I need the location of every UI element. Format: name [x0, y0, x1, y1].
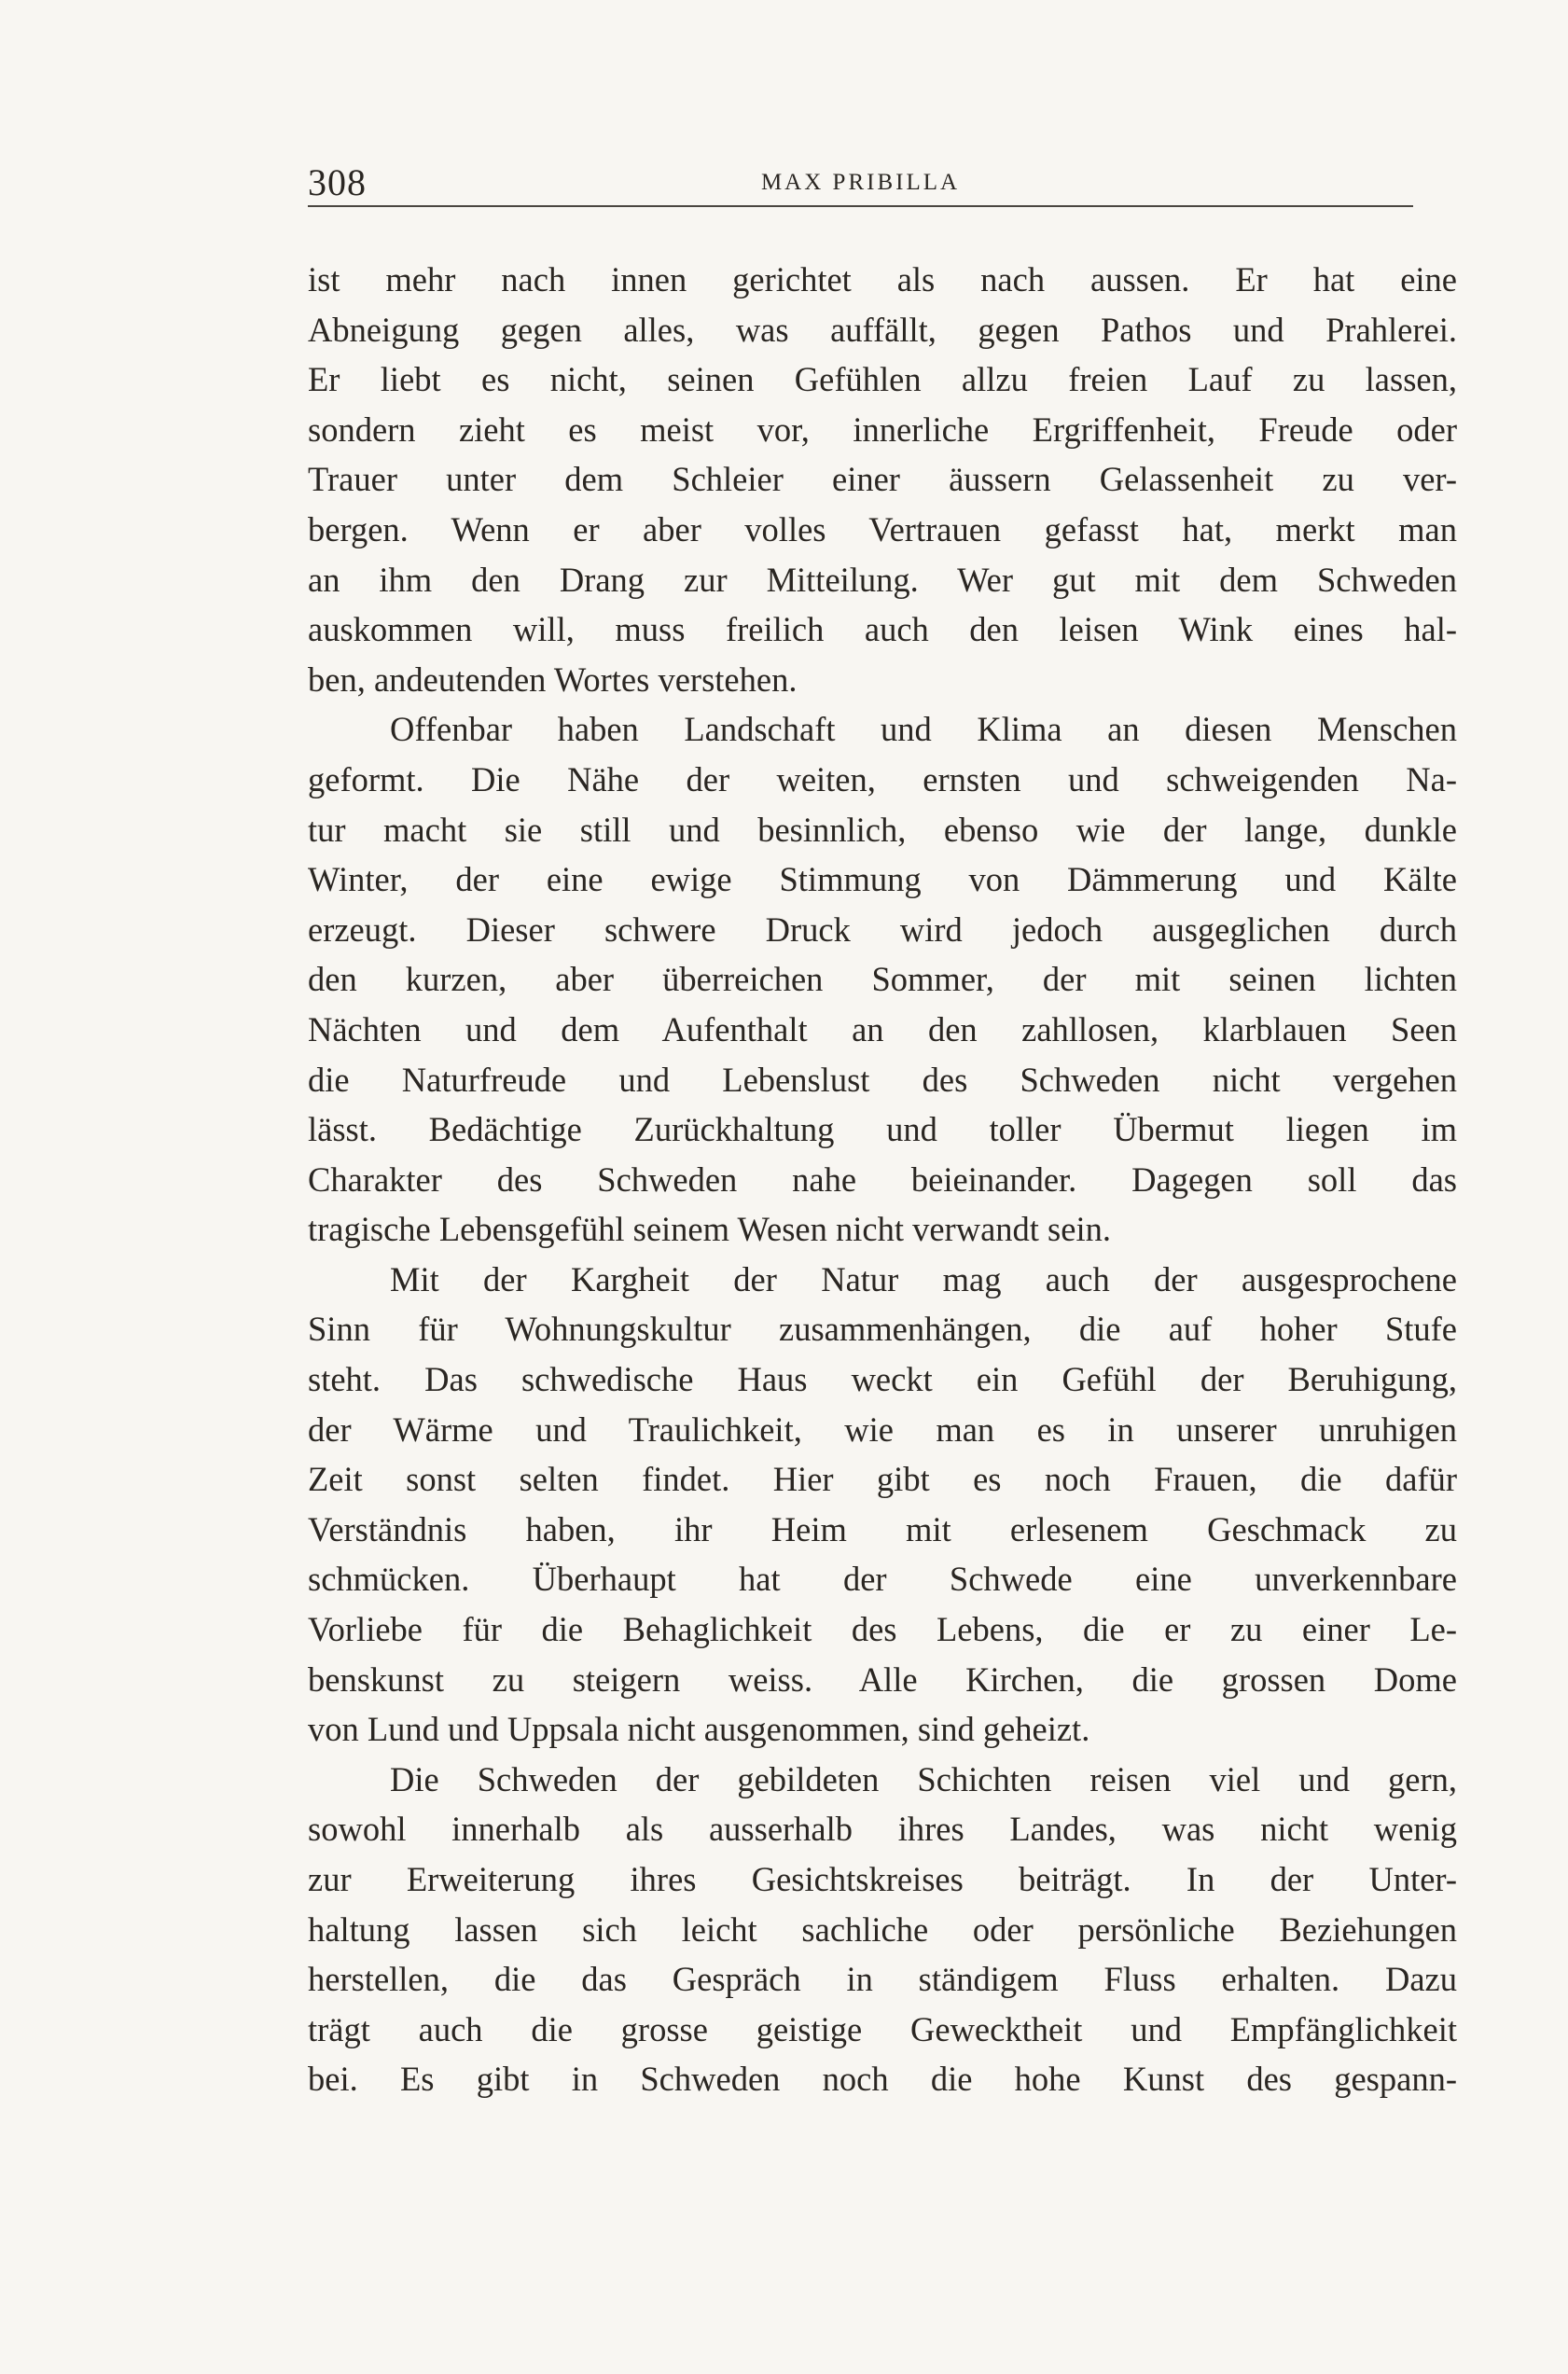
- text-line: Charakter des Schweden nahe beieinander. Dagegen soll das: [308, 1159, 1457, 1199]
- text-line: Vorliebe für die Behaglichkeit des Lebens, die er zu einer Le-: [308, 1610, 1457, 1649]
- text-line: die Naturfreude und Lebenslust des Schweden nicht vergehen: [308, 1060, 1457, 1099]
- text-line: erzeugt. Dieser schwere Druck wird jedoch ausgeglichen durch: [308, 909, 1457, 949]
- text-line: geformt. Die Nähe der weiten, ernsten und schweigenden Na-: [308, 759, 1457, 798]
- text-line: Mit der Kargheit der Natur mag auch der ausgesprochene: [390, 1259, 1457, 1298]
- text-line: bergen. Wenn er aber volles Vertrauen gefasst hat, merkt man: [308, 509, 1457, 548]
- text-line: Offenbar haben Landschaft und Klima an diesen Menschen: [390, 710, 1457, 749]
- text-line: zur Erweiterung ihres Gesichtskreises beiträgt. In der Unter-: [308, 1860, 1457, 1898]
- text-line: sowohl innerhalb als ausserhalb ihres Landes, was nicht wenig: [308, 1810, 1457, 1849]
- text-line: tragische Lebensgefühl seinem Wesen nicht verwandt sein.: [308, 1210, 1111, 1249]
- text-line: Winter, der eine ewige Stimmung von Dämmerung und Kälte: [308, 860, 1457, 899]
- text-line: Zeit sonst selten findet. Hier gibt es noch Frauen, die dafür: [308, 1460, 1457, 1499]
- text-line: Er liebt es nicht, seinen Gefühlen allzu freien Lauf zu lassen,: [308, 360, 1457, 399]
- body-text: [308, 255, 1457, 2104]
- text-line: auskommen will, muss freilich auch den leisen Wink eines hal-: [308, 610, 1457, 649]
- text-line: trägt auch die grosse geistige Gewecktheit und Empfänglichkeit: [308, 2009, 1457, 2048]
- text-line: der Wärme und Traulichkeit, wie man es in unserer unruhigen: [308, 1409, 1457, 1449]
- text-line: Abneigung gegen alles, was auffällt, gegen Pathos und Prahlerei.: [308, 310, 1457, 349]
- text-line: Sinn für Wohnungskultur zusammenhängen, die auf hoher Stufe: [308, 1310, 1457, 1349]
- text-line: sondern zieht es meist vor, innerliche Ergriffenheit, Freude oder: [308, 410, 1457, 449]
- text-line: ben, andeutenden Wortes verstehen.: [308, 659, 798, 699]
- text-line: an ihm den Drang zur Mitteilung. Wer gut mit dem Schweden: [308, 560, 1457, 599]
- text-line: bei. Es gibt in Schweden noch die hohe Kunst des gespann-: [308, 2060, 1457, 2099]
- text-line: Trauer unter dem Schleier einer äussern Gelassenheit zu ver-: [308, 460, 1457, 499]
- text-line: Verständnis haben, ihr Heim mit erlesenem Geschmack zu: [308, 1509, 1457, 1548]
- text-line: haltung lassen sich leicht sachliche oder persönliche Beziehungen: [308, 1909, 1457, 1949]
- text-line: tur macht sie still und besinnlich, ebenso wie der lange, dunkle: [308, 810, 1457, 849]
- running-title: MAX PRIBILLA: [760, 170, 961, 195]
- text-line: den kurzen, aber überreichen Sommer, der mit seinen lichten: [308, 960, 1457, 999]
- text-line: steht. Das schwedische Haus weckt ein Gefühl der Beruhigung,: [308, 1360, 1457, 1399]
- text-line: herstellen, die das Gespräch in ständigem Fluss erhalten. Dazu: [308, 1960, 1457, 1999]
- text-line: benskunst zu steigern weiss. Alle Kirchen, die grossen Dome: [308, 1659, 1457, 1699]
- text-line: schmücken. Überhaupt hat der Schwede eine unverkennbare: [308, 1560, 1457, 1599]
- text-line: lässt. Bedächtige Zurückhaltung und toller Übermut liegen im: [308, 1110, 1457, 1149]
- text-line: ist mehr nach innen gerichtet als nach aussen. Er hat eine: [308, 260, 1457, 298]
- text-line: von Lund und Uppsala nicht ausgenommen, sind geheizt.: [308, 1710, 1090, 1749]
- text-line: Die Schweden der gebildeten Schichten reisen viel und gern,: [390, 1759, 1457, 1798]
- page-number: 308: [308, 161, 367, 203]
- text-line: Nächten und dem Aufenthalt an den zahllosen, klarblauen Seen: [308, 1009, 1457, 1048]
- running-header: [308, 160, 1413, 207]
